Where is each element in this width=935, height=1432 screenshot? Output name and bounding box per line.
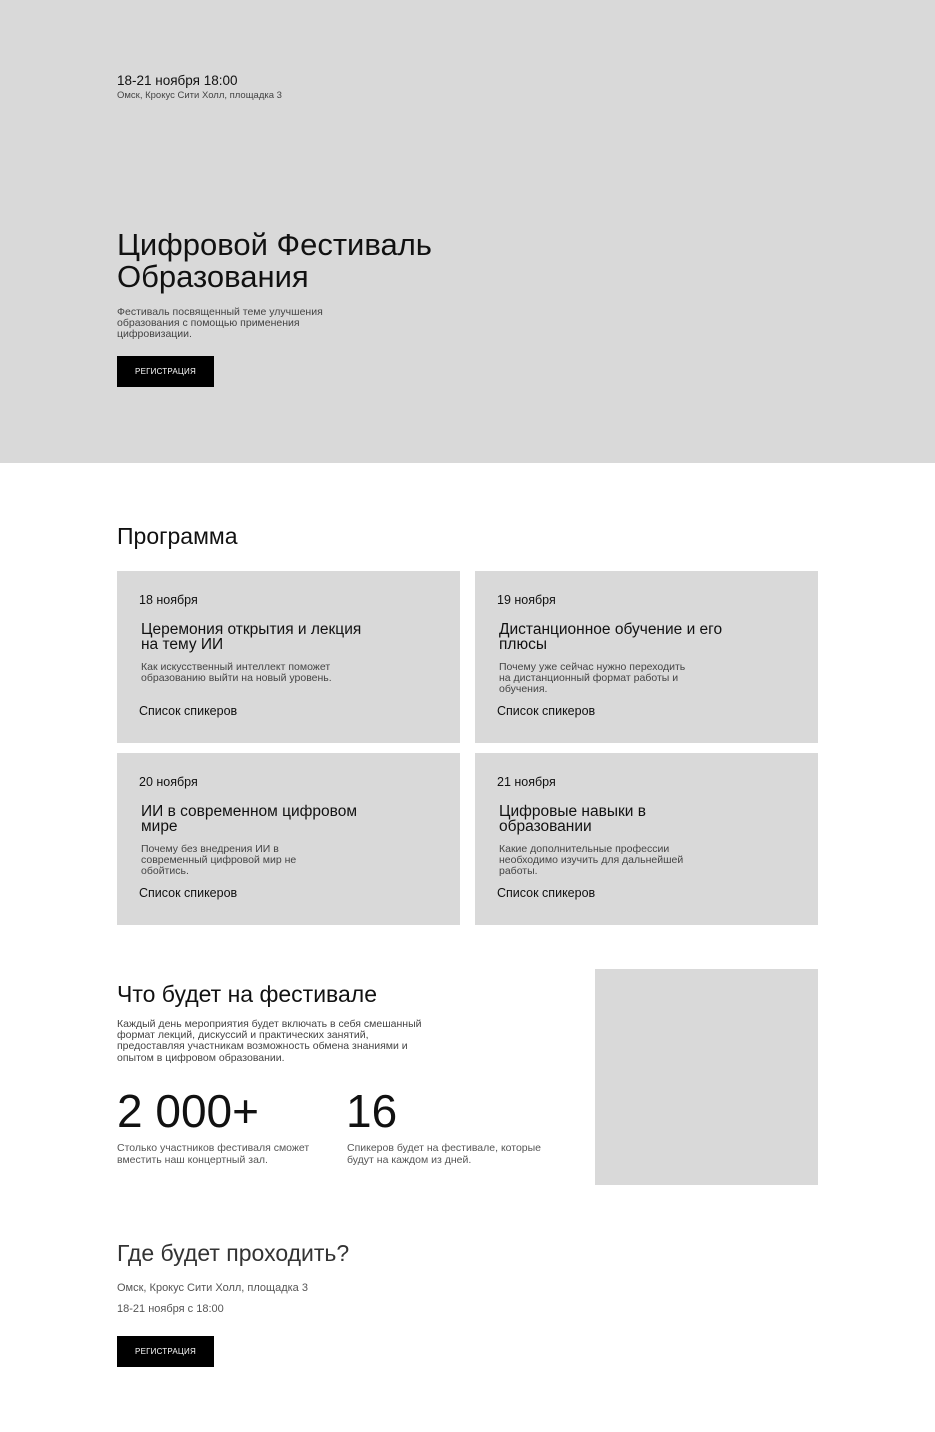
where-register-button[interactable]: РЕГИСТРАЦИЯ [117,1336,214,1367]
program-card-title: Цифровые навыки в образовании [499,803,646,835]
hero-date: 18-21 ноября 18:00 [117,73,238,88]
where-place: Омск, Крокус Сити Холл, площадка 3 [117,1282,308,1294]
stat-participants-description: Столько участников фестиваля сможет вместить наш концертный зал. [117,1142,310,1166]
program-card-description: Почему без внедрения ИИ в современный цифровой мир не обойтись. [141,843,297,877]
hero-place: Омск, Крокус Сити Холл, площадка 3 [117,90,282,101]
hero-title [117,229,537,293]
program-card-description: Как искусственный интеллект поможет образованию выйти на новый уровень. [141,661,332,684]
what-title: Что будет на фестивале [117,981,378,1007]
program-card-title: Церемония открытия и лекция на тему ИИ [141,621,362,653]
stat-speakers-description: Спикеров будет на фестивале, которые будут на каждом из дней. [347,1142,542,1166]
program-card-3 [117,753,460,925]
speakers-list-link[interactable]: Список спикеров [497,704,596,718]
program-card-2 [475,571,818,743]
speakers-list-link[interactable]: Список спикеров [497,886,596,900]
speakers-list-link[interactable]: Список спикеров [139,886,238,900]
hero-title-line2: Образования [117,259,309,294]
program-card-date: 21 ноября [497,775,556,789]
hero-register-button[interactable]: РЕГИСТРАЦИЯ [117,356,214,387]
program-card-date: 18 ноября [139,593,198,607]
stat-participants-number: 2 000+ [117,1085,259,1137]
where-date: 18-21 ноября с 18:00 [117,1303,224,1315]
program-card-description: Почему уже сейчас нужно переходить на дистанционный формат работы и обучения. [499,661,686,695]
where-title: Где будет проходить? [117,1240,350,1266]
program-card-date: 19 ноября [497,593,556,607]
program-card-4 [475,753,818,925]
stat-speakers-number: 16 [346,1085,398,1137]
program-title: Программа [117,523,238,549]
program-card-1 [117,571,460,743]
what-description: Каждый день мероприятия будет включать в себя смешанный формат лекций, дискуссий и практических занятий, предоставляя участникам возможность обмена знаниями и опытом в цифровом образовании. [117,1018,422,1064]
image-placeholder [595,969,818,1185]
hero-description: Фестиваль посвященный теме улучшения образования с помощью применения цифровизации. [117,306,323,340]
hero-title-line1: Цифровой Фестиваль [117,227,432,262]
program-card-title: ИИ в современном цифровом мире [141,803,357,835]
program-card-title: Дистанционное обучение и его плюсы [499,621,723,653]
speakers-list-link[interactable]: Список спикеров [139,704,238,718]
program-card-date: 20 ноября [139,775,198,789]
program-card-description: Какие дополнительные профессии необходимо изучить для дальнейшей работы. [499,843,684,877]
